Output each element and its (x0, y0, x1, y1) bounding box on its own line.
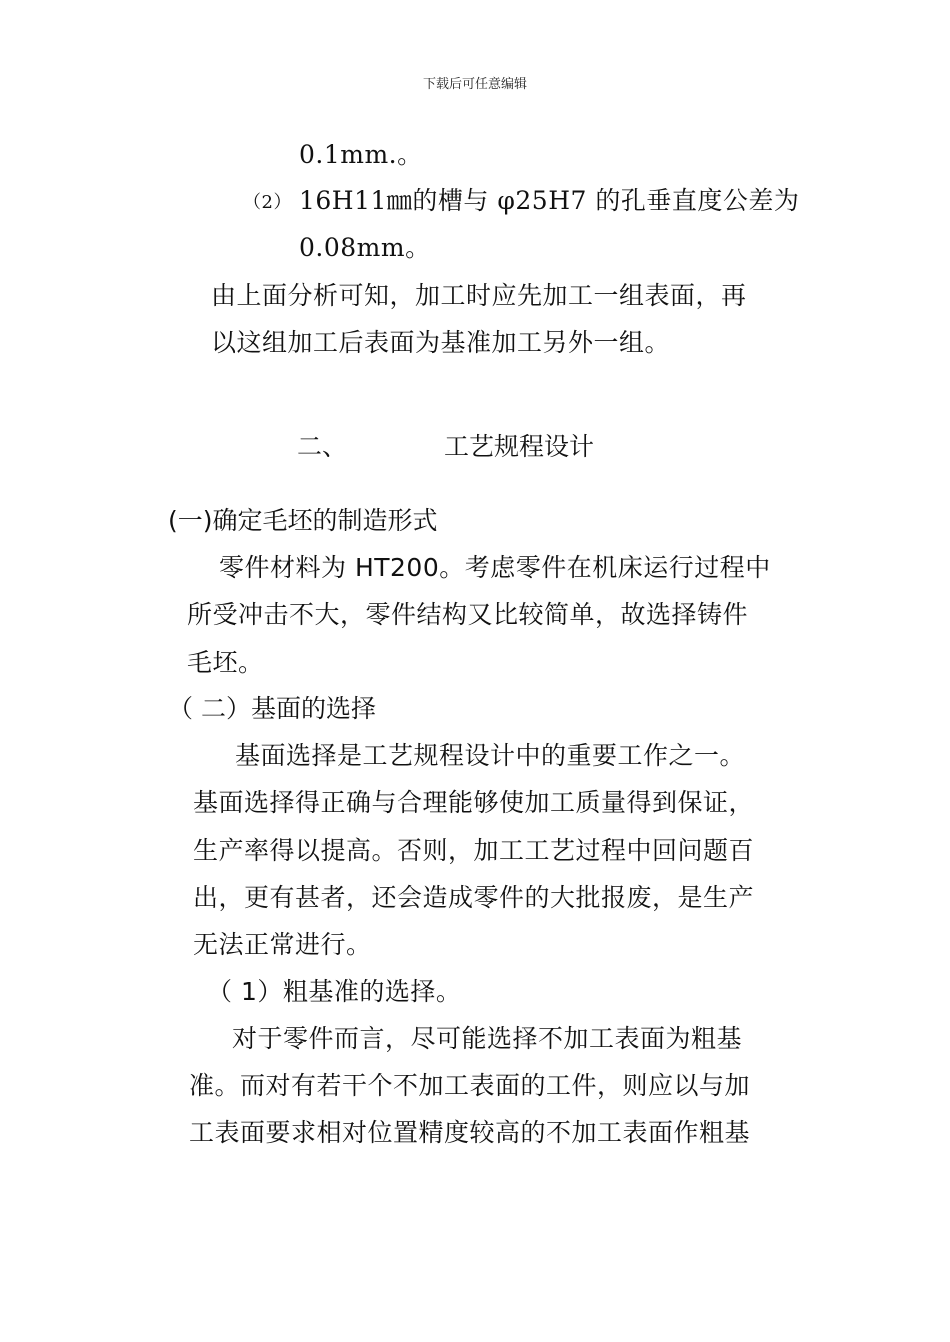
section2-heading: （ 二）基面的选择 (168, 694, 376, 723)
section2-sub-line-1: 对于零件而言，尽可能选择不加工表面为粗基 (232, 1024, 743, 1053)
section1-line-1: 零件材料为 HT200。考虑零件在机床运行过程中 (219, 553, 771, 582)
analysis-line-2: 以这组加工后表面为基准加工另外一组。 (211, 328, 671, 357)
section2-line-3: 生产率得以提高。否则，加工工艺过程中回问题百 (193, 836, 755, 865)
chapter-title: 工艺规程设计 (444, 432, 595, 461)
section1-heading: (一)确定毛坯的制造形式 (168, 506, 438, 535)
section2-line-1: 基面选择是工艺规程设计中的重要工作之一。 (235, 741, 746, 770)
item2-line-1: 16H11㎜的槽与 φ25H7 的孔垂直度公差为 (299, 186, 800, 215)
section2-line-2: 基面选择得正确与合理能够使加工质量得到保证， (193, 788, 755, 817)
section1-line-2: 所受冲击不大，零件结构又比较简单，故选择铸件 (187, 600, 749, 629)
item1-continuation: 0.1mm.。 (299, 140, 423, 169)
item2-number: （2） (243, 192, 292, 213)
section2-line-5: 无法正常进行。 (193, 930, 372, 959)
chapter-number: 二、 (297, 432, 348, 461)
analysis-line-1: 由上面分析可知，加工时应先加工一组表面，再 (211, 281, 747, 310)
section2-subheading: （ 1）粗基准的选择。 (207, 977, 462, 1006)
section2-sub-line-3: 工表面要求相对位置精度较高的不加工表面作粗基 (189, 1118, 751, 1147)
section1-line-3: 毛坯。 (187, 648, 264, 677)
item2-line-2: 0.08mm。 (299, 233, 431, 262)
page-header: 下载后可任意编辑 (422, 77, 527, 92)
section2-line-4: 出，更有甚者，还会造成零件的大批报废，是生产 (193, 883, 755, 912)
section2-sub-line-2: 准。而对有若干个不加工表面的工件，则应以与加 (189, 1071, 751, 1100)
